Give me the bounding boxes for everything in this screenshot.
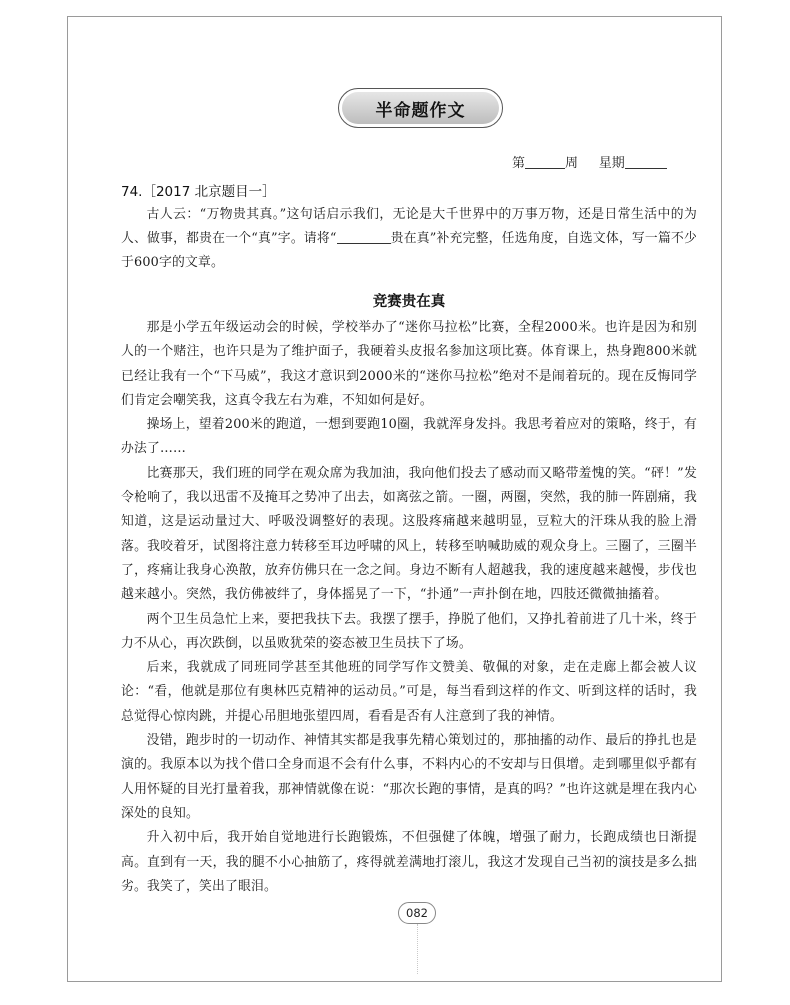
- prompt-fill-blank: [337, 243, 391, 244]
- page-number: 082: [398, 902, 436, 924]
- question-prompt: [121, 203, 697, 275]
- essay-paragraph: 没错，跑步时的一切动作、神情其实都是我事先精心策划过的，那抽搐的动作、最后的挣扎也是演的。我原本以为找个借口全身而退不会有什么事，不料内心的不安却与日俱增。走到哪里似乎都有人用怀疑的目光打量着我，那神情就像在说：“那次长跑的事情，是真的吗？”也许这就是埋在我内心深处的良知。: [121, 733, 697, 821]
- essay-paragraph: 两个卫生员急忙上来，要把我扶下去。我摆了摆手，挣脱了他们，又挣扎着前进了几十米，终于力不从心，再次跌倒，以虽败犹荣的姿态被卫生员扶下了场。: [121, 611, 697, 651]
- week-unit: 周: [565, 156, 579, 171]
- question-number-source: 74.［2017 北京题目一］: [121, 184, 276, 200]
- day-blank: [625, 168, 667, 169]
- essay-paragraph: 比赛那天，我们班的同学在观众席为我加油，我向他们投去了感动而又略带羞愧的笑。“砰！”发令枪响了，我以迅雷不及掩耳之势冲了出去，如离弦之箭。一圈，两圈，突然，我的肺一阵剧痛，我知道，这是运动量过大、呼吸没调整好的表现。这股疼痛越来越明显，豆粒大的汗珠从我的脸上滑落。我咬着牙，试图将注意力转移至耳边呼啸的风上，转移至呐喊助威的观众身上。三圈了，三圈半了，疼痛让我身心涣散，放弃仿佛只在一念之间。身边不断有人超越我，我的速度越来越慢，步伐也越来越小。突然，我仿佛被绊了，身体摇晃了一下，“扑通”一声扑倒在地，四肢还微微抽搐着。: [121, 465, 697, 603]
- essay-body: [121, 316, 697, 899]
- page-number-divider: [417, 924, 418, 974]
- week-day-line: [512, 152, 667, 171]
- prompt-text-before: 古人云：“万物贵其真。”这句话启示我们，无论是大千世界中的万事万物，还是日常生活中的为人、做事，都贵在一个“真”字。请将“: [121, 207, 697, 246]
- day-label: 星期: [598, 156, 625, 171]
- week-label: 第: [512, 156, 526, 171]
- essay-title: 竞赛贵在真: [372, 294, 446, 310]
- essay-paragraph: 操场上，望着200米的跑道，一想到要跑10圈，我就浑身发抖。我思考着应对的策略，终于，有办法了……: [121, 417, 697, 457]
- essay-paragraph: 那是小学五年级运动会的时候，学校举办了“迷你马拉松”比赛，全程2000米。也许是因为和别人的一个赌注，也许只是为了维护面子，我硬着头皮报名参加这项比赛。体育课上，热身跑800米就已经让我有一个“下马威”，我这才意识到2000米的“迷你马拉松”绝对不是闹着玩的。现在反悔同学们肯定会嘲笑我，这真令我左右为难，不知如何是好。: [121, 320, 697, 408]
- essay-paragraph: 升入初中后，我开始自觉地进行长跑锻炼，不但强健了体魄，增强了耐力，长跑成绩也日渐提高。直到有一天，我的腿不小心抽筋了，疼得就差满地打滚儿，我这才发现自己当初的演技是多么拙劣。我笑了，笑出了眼泪。: [121, 830, 697, 894]
- essay-paragraph: 后来，我就成了同班同学甚至其他班的同学写作文赞美、敬佩的对象，走在走廊上都会被人议论：“看，他就是那位有奥林匹克精神的运动员。”可是，每当看到这样的作文、听到这样的话时，我总觉得心惊肉跳，并提心吊胆地张望四周，看看是否有人注意到了我的神情。: [121, 660, 697, 724]
- week-blank: [525, 168, 565, 169]
- section-title-badge: [338, 88, 503, 128]
- section-title: 半命题作文: [342, 92, 499, 124]
- prompt-text-after: 贵在真”补充完整，任选角度，自选文体，写一篇不少于600字的文章。: [121, 231, 697, 270]
